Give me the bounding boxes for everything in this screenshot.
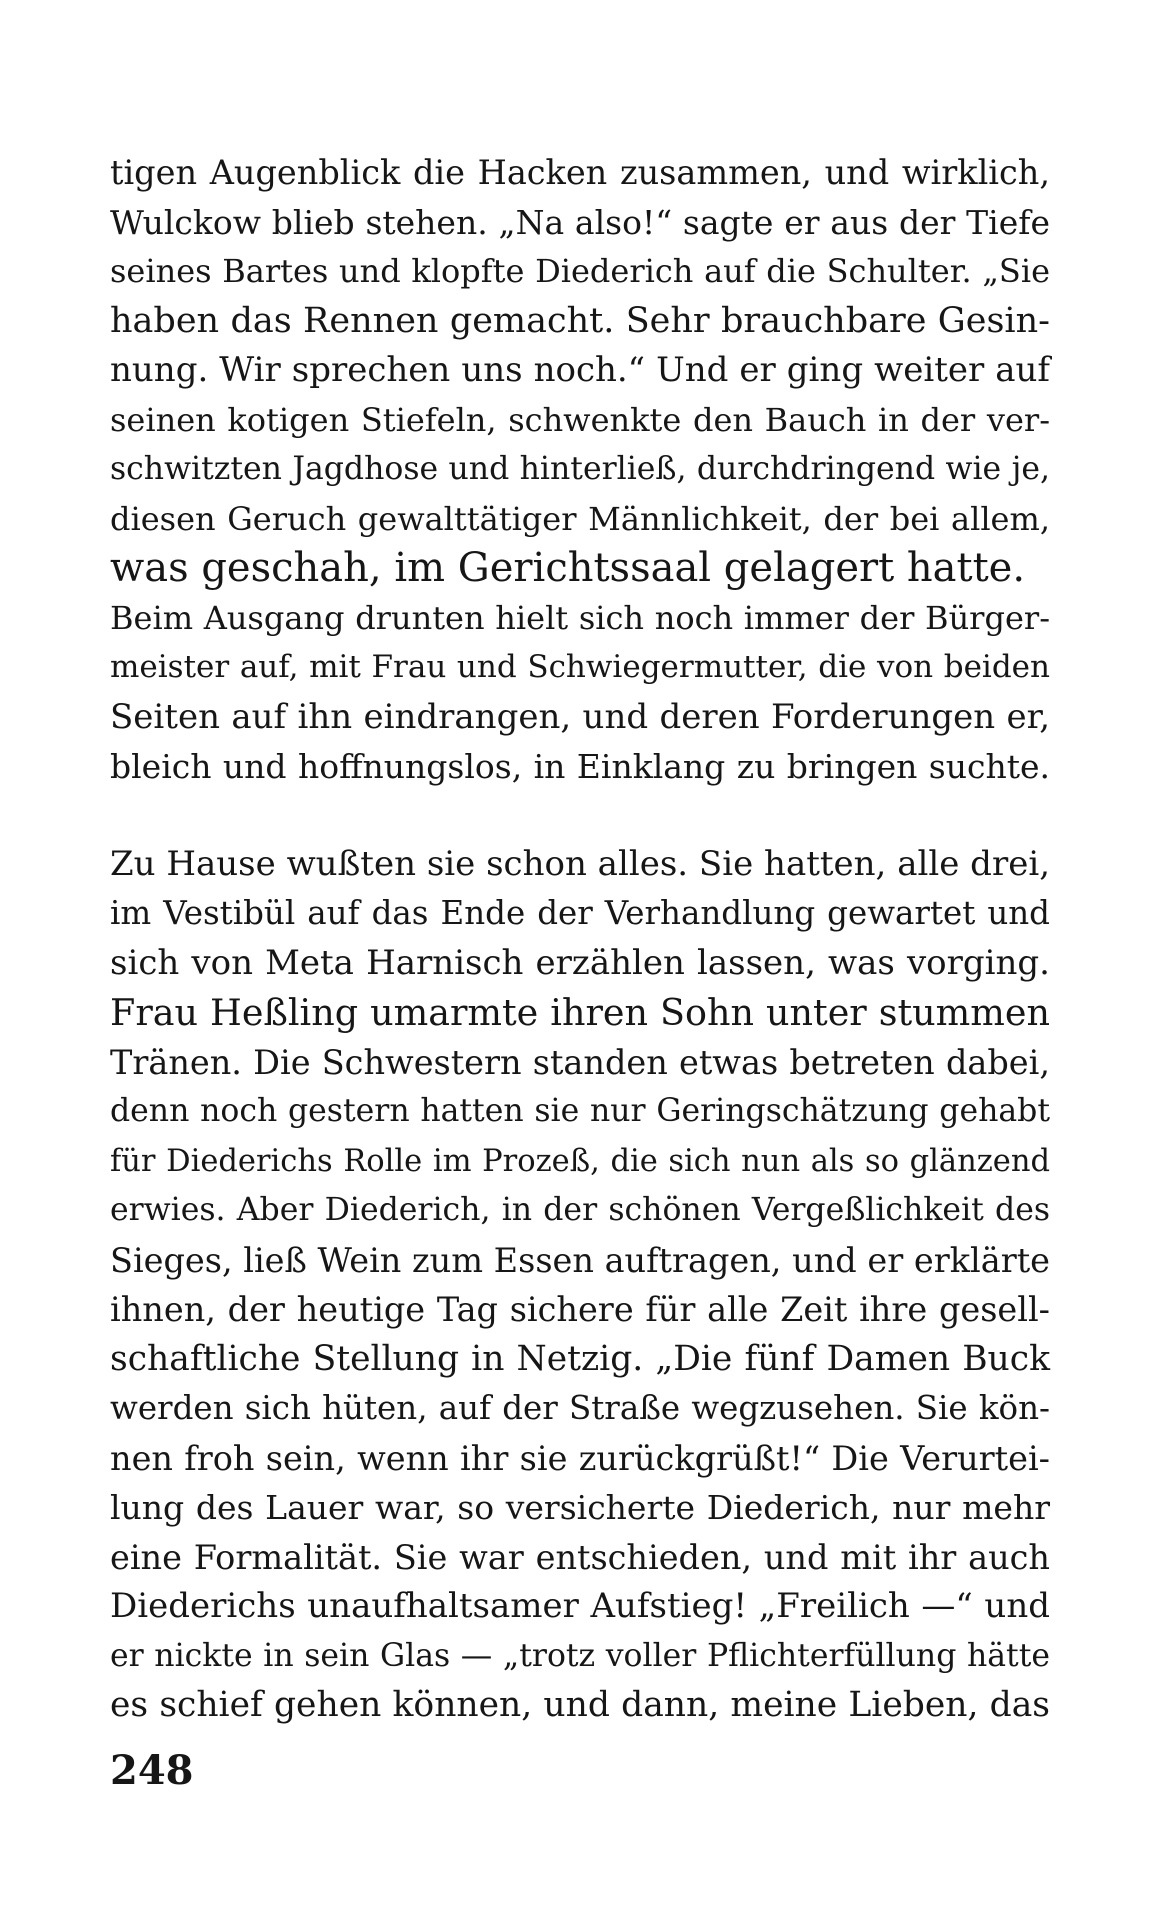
text-line: sich von Meta Harnisch erzählen lassen, was vorging. xyxy=(110,942,1050,983)
text-line: schaftliche Stellung in Netzig. „Die fünf Damen Buck xyxy=(110,1338,1050,1379)
text-line: meister auf, mit Frau und Schwiegermutter, die von beiden xyxy=(110,649,1050,685)
text-line: Seiten auf ihn eindrangen, und deren Forderungen er, xyxy=(110,696,1050,737)
paragraph xyxy=(110,148,1050,594)
text-line: lung des Lauer war, so versicherte Diederich, nur mehr xyxy=(110,1488,1050,1527)
text-line: Wulckow blieb stehen. „Na also!“ sagte er aus der Tiefe xyxy=(110,202,1050,242)
text-line: Beim Ausgang drunten hielt sich noch immer der Bürger- xyxy=(110,598,1050,637)
text-line: was geschah, im Gerichtssaal gelagert hatte. xyxy=(110,545,1026,591)
text-line: im Vestibül auf das Ende der Verhandlung gewartet und xyxy=(110,894,1050,932)
text-line: diesen Geruch gewalttätiger Männlichkeit, der bei allem, xyxy=(110,499,1050,538)
text-line: werden sich hüten, auf der Straße wegzusehen. Sie kön- xyxy=(110,1389,1050,1427)
text-line: Frau Heßling umarmte ihren Sohn unter stummen xyxy=(110,991,1050,1034)
text-line: denn noch gestern hatten sie nur Geringschätzung gehabt xyxy=(110,1093,1050,1129)
text-line: seines Bartes und klopfte Diederich auf die Schulter. „Sie xyxy=(110,252,1050,290)
text-line: Zu Hause wußten sie schon alles. Sie hatten, alle drei, xyxy=(110,843,1050,884)
text-line: es schief gehen können, und dann, meine Lieben, das xyxy=(110,1685,1050,1725)
text-line: eine Formalität. Sie war entschieden, und mit ihr auch xyxy=(110,1537,1050,1577)
text-line: haben das Rennen gemacht. Sehr brauchbare Gesin- xyxy=(110,300,1050,341)
text-line: erwies. Aber Diederich, in der schönen Vergeßlichkeit des xyxy=(110,1192,1050,1228)
text-line: seinen kotigen Stiefeln, schwenkte den Bauch in der ver- xyxy=(110,400,1050,439)
text-line: Diederichs unaufhaltsamer Aufstieg! „Freilich —“ und xyxy=(110,1586,1050,1626)
text-line: tigen Augenblick die Hacken zusammen, und wirklich, xyxy=(110,153,1050,192)
text-line: er nickte in sein Glas — „trotz voller Pflichterfüllung hätte xyxy=(110,1637,1050,1674)
text-line: nung. Wir sprechen uns noch.“ Und er ging weiter auf xyxy=(110,350,1050,390)
book-page xyxy=(110,148,1050,1731)
page-number: 248 xyxy=(110,1747,194,1794)
text-line: ihnen, der heutige Tag sichere für alle Zeit ihre gesell- xyxy=(110,1290,1050,1329)
text-line: Tränen. Die Schwestern standen etwas betreten dabei, xyxy=(110,1042,1050,1082)
paragraph xyxy=(110,840,1050,1731)
section-break xyxy=(110,792,1050,840)
text-line: Sieges, ließ Wein zum Essen auftragen, und er erklärte xyxy=(110,1240,1050,1280)
paragraph xyxy=(110,594,1050,792)
text-line: schwitzten Jagdhose und hinterließ, durchdringend wie je, xyxy=(110,451,1050,487)
text-line: für Diederichs Rolle im Prozeß, die sich nun als so glänzend xyxy=(110,1143,1050,1179)
text-line: nen froh sein, wenn ihr sie zurückgrüßt!“ Die Verurtei- xyxy=(110,1438,1050,1478)
text-line: bleich und hoffnungslos, in Einklang zu bringen suchte. xyxy=(110,747,1050,786)
